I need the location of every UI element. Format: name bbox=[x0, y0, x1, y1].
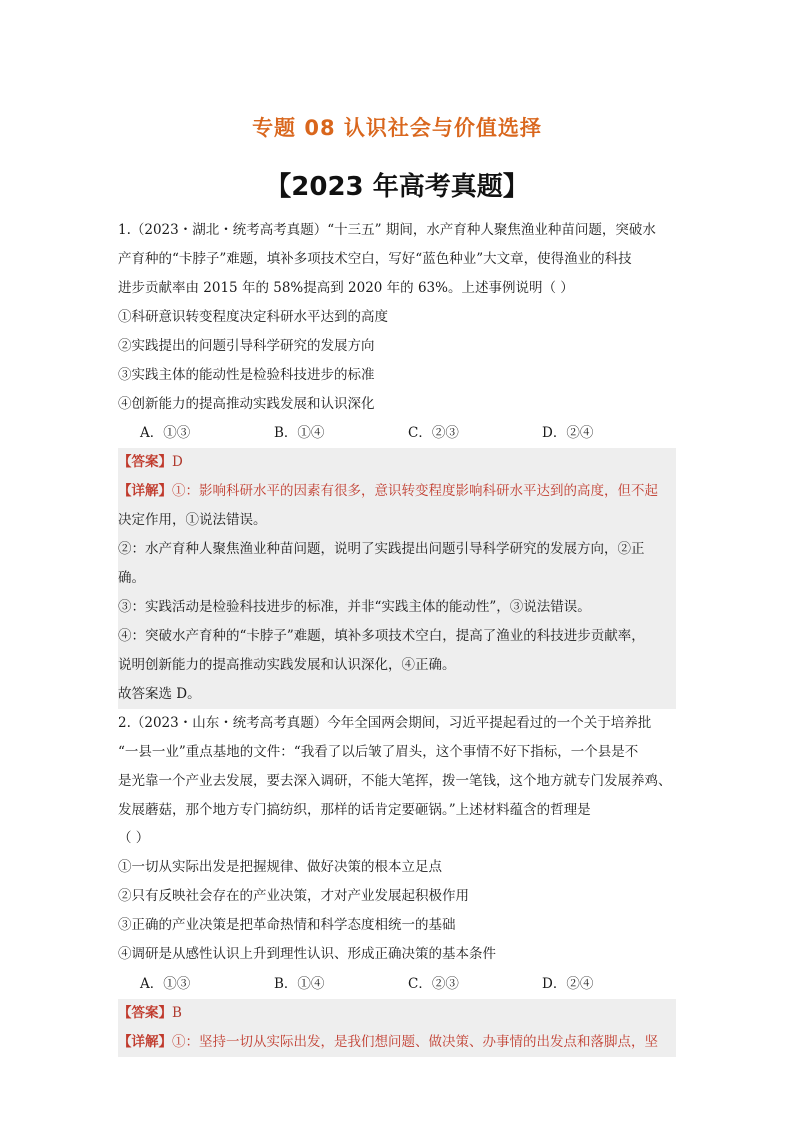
question-stem-line: 是光靠一个产业去发展，要去深入调研，不能大笔挥，拨一笔钱，这个地方就专门发展养鸡、 bbox=[118, 773, 672, 789]
explain-line: ②：水产育种人聚焦渔业种苗问题，说明了实践提出问题引导科学研究的发展方向，②正 bbox=[118, 541, 645, 557]
topic-title: 专题 08 认识社会与价值选择 bbox=[252, 116, 542, 140]
statement-2: ②只有反映社会存在的产业决策，才对产业发展起积极作用 bbox=[118, 888, 469, 904]
answer-options bbox=[118, 419, 676, 448]
explain-tag: 【详解】 bbox=[118, 483, 172, 499]
section-title: 【2023 年高考真题】 bbox=[265, 172, 529, 202]
question-2 bbox=[118, 709, 676, 1057]
statement-4: ④调研是从感性认识上升到理性认识、形成正确决策的基本条件 bbox=[118, 946, 496, 962]
explain-text: ①：坚持一切从实际出发，是我们想问题、做决策、办事情的出发点和落脚点，坚 bbox=[172, 1034, 658, 1050]
answer-tag: 【答案】 bbox=[118, 454, 172, 470]
option-b: B．①④ bbox=[274, 976, 325, 992]
statement-2: ②实践提出的问题引导科学研究的发展方向 bbox=[118, 338, 375, 354]
explain-line: 决定作用，①说法错误。 bbox=[118, 512, 267, 528]
statement-1: ①科研意识转变程度决定科研水平达到的高度 bbox=[118, 309, 388, 325]
option-d: D．②④ bbox=[542, 976, 594, 992]
explain-line: 说明创新能力的提高推动实践发展和认识深化，④正确。 bbox=[118, 657, 456, 673]
question-1 bbox=[118, 216, 676, 709]
explain-line bbox=[118, 1028, 676, 1057]
option-c: C．②③ bbox=[408, 976, 459, 992]
explain-line bbox=[118, 477, 676, 506]
statement-4: ④创新能力的提高推动实践发展和认识深化 bbox=[118, 396, 375, 412]
option-a: A．①③ bbox=[140, 976, 191, 992]
option-c: C．②③ bbox=[408, 425, 459, 441]
option-b: B．①④ bbox=[274, 425, 325, 441]
question-stem-line: 发展蘑菇，那个地方专门搞纺织，那样的话肯定要砸锅。”上述材料蕴含的哲理是 bbox=[118, 802, 591, 818]
answer-tag: 【答案】 bbox=[118, 1005, 172, 1021]
answer-value: B bbox=[172, 1005, 182, 1021]
question-stem-line: 1.（2023・湖北・统考高考真题）“十三五” 期间，水产育种人聚焦渔业种苗问题，突破水 bbox=[118, 222, 656, 238]
answer-block bbox=[118, 448, 676, 709]
statement-3: ③正确的产业决策是把革命热情和科学态度相统一的基础 bbox=[118, 917, 456, 933]
answer-block bbox=[118, 999, 676, 1057]
option-d: D．②④ bbox=[542, 425, 594, 441]
answer-value: D bbox=[172, 454, 183, 470]
explain-text: ①：影响科研水平的因素有很多，意识转变程度影响科研水平达到的高度，但不起 bbox=[172, 483, 658, 499]
option-a: A．①③ bbox=[140, 425, 191, 441]
explain-line: 故答案选 D。 bbox=[118, 686, 201, 702]
question-stem-line: “一县一业”重点基地的文件：“我看了以后皱了眉头，这个事情不好下指标，一个县是不 bbox=[118, 744, 639, 760]
explain-tag: 【详解】 bbox=[118, 1034, 172, 1050]
explain-line: ③：实践活动是检验科技进步的标准，并非“实践主体的能动性”，③说法错误。 bbox=[118, 599, 591, 615]
answer-line bbox=[118, 448, 676, 477]
statement-1: ①一切从实际出发是把握规律、做好决策的根本立足点 bbox=[118, 859, 442, 875]
question-stem-line: （ ） bbox=[118, 830, 150, 846]
question-stem-line: 产育种的“卡脖子”难题，填补多项技术空白，写好“蓝色种业”大文章，使得渔业的科技 bbox=[118, 251, 632, 267]
explain-line: 确。 bbox=[118, 570, 145, 586]
question-stem-line: 进步贡献率由 2015 年的 58%提高到 2020 年的 63%。上述事例说明（ ） bbox=[118, 280, 574, 296]
content-area bbox=[118, 216, 676, 1057]
answer-line bbox=[118, 999, 676, 1028]
statement-3: ③实践主体的能动性是检验科技进步的标准 bbox=[118, 367, 375, 383]
explain-line: ④：突破水产育种的“卡脖子”难题，填补多项技术空白，提高了渔业的科技进步贡献率， bbox=[118, 628, 645, 644]
question-stem-line: 2.（2023・山东・统考高考真题）今年全国两会期间，习近平提起看过的一个关于培养批 bbox=[118, 715, 652, 731]
answer-options bbox=[118, 970, 676, 999]
